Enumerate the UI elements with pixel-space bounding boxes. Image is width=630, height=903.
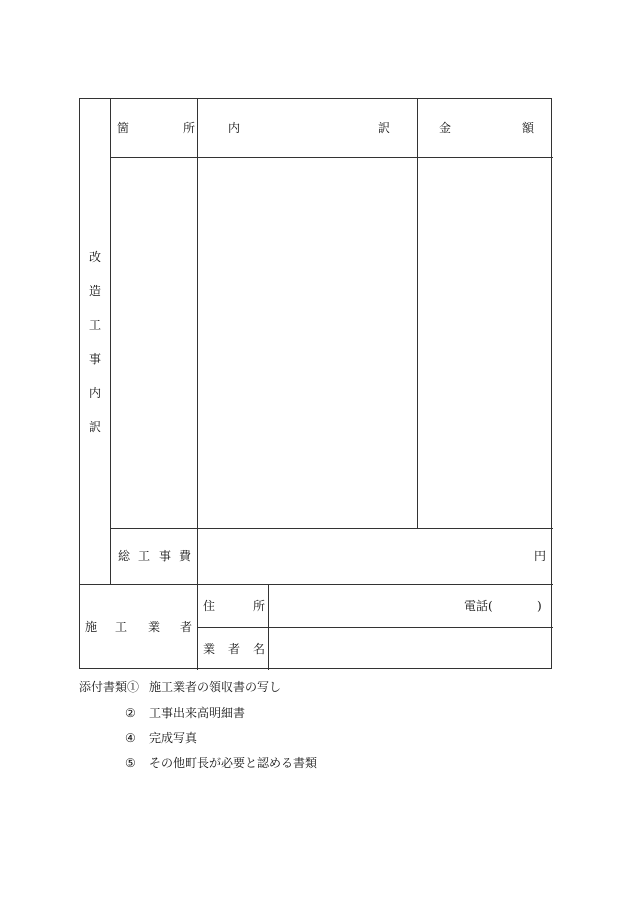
attachment-mark: ② xyxy=(125,706,136,720)
header-amount-char: 額 xyxy=(522,121,535,135)
contractor-label-char: 施 xyxy=(85,620,98,634)
attachment-text: 施工業者の領収書の写し xyxy=(149,680,282,694)
vertical-char: 改 xyxy=(88,249,101,264)
vertical-char: 内 xyxy=(88,385,101,400)
attachment-text: 工事出来高明細書 xyxy=(149,706,246,720)
contractor-name-label-char: 業 xyxy=(203,642,216,656)
attachment-mark: ⑤ xyxy=(125,756,136,770)
header-details-char: 訳 xyxy=(378,121,391,135)
header-details-char: 内 xyxy=(228,121,241,135)
address-label-char: 住 xyxy=(203,599,216,613)
total-label-char: 総 xyxy=(118,549,131,563)
phone-label: 電話( xyxy=(464,599,493,613)
total-label-char: 事 xyxy=(159,549,172,563)
attachment-text: その他町長が必要と認める書類 xyxy=(149,756,318,770)
total-label-char: 工 xyxy=(138,549,151,563)
renovation-form-table xyxy=(79,98,552,669)
header-amount-char: 金 xyxy=(439,121,452,135)
contractor-name-label-char: 名 xyxy=(253,642,266,656)
yen-unit: 円 xyxy=(534,549,547,563)
attachments-heading: 添付書類① xyxy=(79,680,140,694)
header-location-char: 所 xyxy=(183,121,196,135)
contractor-label-char: 工 xyxy=(115,620,128,634)
vertical-char: 事 xyxy=(88,351,101,366)
contractor-section-top xyxy=(80,584,553,585)
header-row-divider xyxy=(110,157,553,158)
total-label-char: 費 xyxy=(179,549,192,563)
phone-close-paren: ) xyxy=(537,599,542,613)
vertical-char: 造 xyxy=(88,283,101,298)
attachment-mark: ④ xyxy=(125,731,136,745)
contractor-name-label-char: 者 xyxy=(228,642,241,656)
contractor-label-char: 業 xyxy=(148,620,161,634)
renovation-details-vertical-label xyxy=(80,99,110,584)
address-label-char: 所 xyxy=(253,599,266,613)
contractor-label-char: 者 xyxy=(180,620,193,634)
attachment-text: 完成写真 xyxy=(149,731,198,745)
total-row-top xyxy=(110,528,553,529)
vertical-char: 訳 xyxy=(88,419,101,434)
left-column-divider xyxy=(110,99,111,584)
vertical-char: 工 xyxy=(88,317,101,332)
contractor-row-divider xyxy=(197,627,553,628)
header-location-char: 箇 xyxy=(117,121,130,135)
amount-column-divider xyxy=(417,99,418,528)
